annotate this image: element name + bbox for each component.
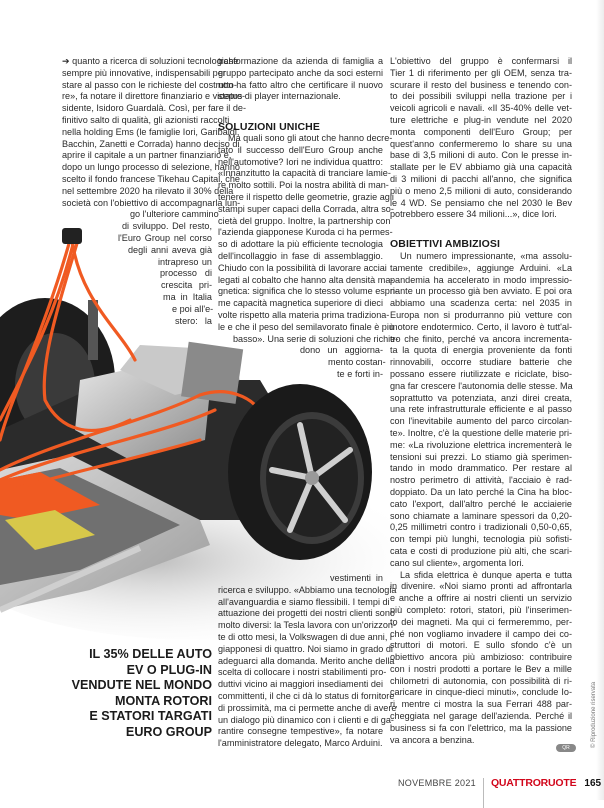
text-line: rantire consegne tempestive», fa notare [218,726,383,737]
text-line: 0,25 millimetri contro i tradizionali 0,50-0,65, [390,522,572,533]
section-heading-soluzioni-uniche: SOLUZIONI UNICHE [218,121,320,133]
text-line: giapponesi di quattro. Noi siamo in grado di [218,643,393,654]
text-line: tro che finito, perché va ancora incrementa- [390,333,572,344]
text-line: te di otto mesi, la Volkswagen di due anni, i [218,631,392,642]
text-line: una rete infrastrutturale efficiente e al passo [390,404,572,415]
text-line: La sfida elettrica è dunque aperta e tutta [400,569,572,580]
text-line: intrapreso un [158,256,212,267]
text-line: chilometri di autonomia, con possibilità di ri- [390,675,572,686]
text-line: basso». Una serie di soluzioni che richie- [233,333,399,344]
text-line: rinnovabili, occorre studiare batterie che [390,357,572,368]
page-number: 165 [584,777,602,789]
text-line: non ha fatto altro che certificare il nuovo [218,79,383,90]
footer-divider [483,778,484,808]
text-line: nell'automotive? Iori ne individua quattro: [218,156,384,167]
text-line: scurare il resto del business e tenendo con- [390,79,572,90]
caption-line: MONTA ROTORI [114,693,212,708]
text-line: finitivo salto di qualità, gli azionisti raccolti [62,114,230,125]
text-line: go l'ulteriore cammino [130,209,219,220]
text-line: ché non vogliamo invadere il campo dei co- [390,628,572,639]
text-line: ➔ quanto a ricerca di soluzioni tecnologiche [62,56,239,66]
column-3-top-text [390,56,572,221]
text-line: status di player internazionale. [218,91,341,102]
text-line: te». Inoltre, c'è la questione delle materie pri- [390,427,572,438]
text-line: L'obiettivo del gruppo è confermarsi il [390,56,572,66]
text-line: dopo un lungo processo di selezione, hanno [62,162,240,173]
text-line: doppiato. Da un lato perché la Cina ha bloc- [390,486,572,497]
text-line: ri, mentre ci mostra la sua Ferrari 488 par- [390,699,572,710]
text-line: con l'inevitabile aumento del parco circolan- [390,416,572,427]
text-line: tato il successo dell'Euro Group anche [218,144,383,155]
text-line: pandemia ha accelerato in modo impressio- [390,274,572,285]
text-line: trasformazione da azienda di famiglia a [218,56,383,66]
text-line: ma in Italia [163,291,212,302]
text-line: cano sul cliente», argomenta Iori. [390,557,524,568]
text-line: stampi super capaci della Corrada, altra so- [218,203,394,214]
text-line: le e che il peso del semilavorato finale è più [218,321,394,332]
text-line: vestimenti in [330,573,383,583]
text-line: me: «La rivoluzione elettrica incrementerà le [390,439,572,450]
text-line: committenti, il che ci dà lo status di fornitore [218,690,395,701]
text-line: Europa non si produrranno più vetture con [390,309,572,320]
text-line: di 3 milioni di pacchi all'anno, che significa [390,173,572,184]
text-line: degli anni aveva già [128,244,212,255]
text-line: to dei magneti. Ma qui ci fermeremmo, per- [390,616,572,627]
column-2-top-text [218,56,383,103]
text-line: e anche a offrire ai nostri clienti un servizio [390,593,572,604]
column-1-text [62,56,246,327]
magazine-logo: QUATTRORUOTE [490,777,577,789]
text-line: monta componenti dell'Euro Group; per [390,126,572,137]
text-line: all'avanguardia e siamo flessibili. I tempi di [218,596,390,607]
text-line: caricare in cinque-dieci minuti», conclude Io- [390,687,572,698]
text-line: base di 3,5 milioni di auto. Con le presse in- [390,150,572,161]
column-3-bottom-text [390,251,572,746]
text-line: sempre più innovative, indispensabili per [62,67,226,78]
issue-date: NOVEMBRE 2021 [398,778,476,788]
text-line: tando in modo drammatico. Per restare al [390,463,572,474]
text-line: cheggiata nel garage dell'azienda. Perché il [390,711,572,722]
text-line: volte rispetto alla materia prima tradiziona- [218,309,390,320]
text-line: tenere il rispetto delle geometrie, grazie agli [218,191,394,202]
text-line: struttori di motori. E sullo sfondo c'è un [390,640,572,651]
text-line: re molto sottili. Poi la nostra abilità di man- [218,180,389,191]
text-line: di sviluppo. Del resto, [122,221,212,232]
column-2-middle-text [218,133,399,381]
text-line: con tempi più lunghi, tecnologia più sofisti- [390,534,572,545]
page-footer [398,768,601,798]
text-line: ta la quota di energia proveniente da fonti [390,345,572,356]
text-line: e poi all'e- [172,303,214,314]
page-fold-shadow [596,0,604,800]
pull-quote-caption [12,647,212,741]
caption-line: E STATORI TARGATI [89,709,212,724]
text-line: duttivi vicino ai maggiori insediamenti dei [218,679,383,690]
text-line: attuazione dei progetti dei nostri clienti sono [218,608,395,619]
text-line: te e forti in- [337,368,383,379]
text-line: soprattutto va potenziata, anzi direi creata, [390,392,572,403]
caption-line: VENDUTE NEL MONDO [71,678,212,693]
section-heading-obiettivi-ambiziosi: OBIETTIVI AMBIZIOSI [390,238,501,250]
text-line: processo di [160,268,212,279]
text-line: società con l'obiettivo di accompagnarla lun- [62,197,241,208]
text-line: adeguarci alla domanda. Merito anche della [218,655,395,666]
text-line: ricerca e sviluppo. «Abbiamo una tecnologia [218,584,397,595]
text-line: abbiamo una scadenza certa: nel 2035 in [390,298,572,309]
text-line: gruppo partecipato anche da soci esterni [218,67,383,78]
column-2-bottom-text [218,573,397,750]
caption-line: EURO GROUP [125,724,212,739]
text-line: con i nostri prodotti a portare le Bev a mille [390,663,572,674]
text-line: nel settembre 2020 ha rilevato il 30% della [62,185,234,196]
text-line: gnetica: significa che lo stesso volume espri- [218,286,398,297]
text-line: obiettivo ancora più ambizioso: contribuire [390,652,572,663]
text-line: stero: la [175,315,212,326]
text-line: molto diversi: la Tesla lavora con un'orizzon- [218,620,396,631]
text-line: in divenire. «Noi siamo pronti ad affrontarla [390,581,572,592]
caption-line: EV O PLUG-IN [126,662,212,677]
text-line: crescita pri- [161,280,212,291]
text-line: so di adottare la più efficiente tecnologia [218,239,383,250]
text-line: stallate per le EV abbiamo già una capacità [390,162,572,173]
text-line: ture elettriche e plug-in vendute nel 2020 [390,114,572,125]
text-line: dono un aggiorna- [300,345,383,356]
text-line: possano essere riutilizzate e riciclate, biso- [390,368,572,379]
text-line: Bacchin, Zanetti e Corrada) hanno deciso di [62,138,240,149]
text-line: legati al cobalto che hanno alta densità ma- [218,274,394,285]
text-line: sidente, Isidoro Guardalà. Così, per fare il de- [62,103,246,114]
text-line: to dei possibili sviluppi nella trazione per i [390,91,572,102]
text-line: nostro perimetro di attività, l'acciaio è rad- [390,475,572,486]
text-line: cato l'export, dall'altro perché le acciaierie [390,498,572,509]
text-line: motore endotermico. Certo, il lavoro è tutt'al- [390,321,572,332]
text-line: «Innanzitutto la capacità di tranciare lamie- [218,168,391,179]
text-line: sono chiamate a laminare spessori da 0,20- [390,510,572,521]
text-line: nella holding Ems (le famiglie Iori, Garibaldi, [62,126,240,137]
text-line: potrebbero essere 34 milioni...», dice Iori. [390,209,557,220]
caption-line: IL 35% DELLE AUTO [89,647,212,661]
text-line: Tier 1 di riferimento per gli OEM, senza tra- [390,67,572,78]
text-line: scelto il fondo francese Tikehau Capital, che [62,173,240,184]
text-line: Ma quali sono gli atout che hanno decre- [228,133,393,143]
copyright-note: © Riproduzione riservata [591,681,597,748]
text-line: scelta di collocare i nostri stabilimenti pro- [218,667,387,678]
text-line: più o meno 2,5 milioni di auto, considerando [390,185,572,196]
text-line: un dialogo più dinamico con i clienti e di ga- [218,714,394,725]
text-line: cietà del gruppo. Inoltre, la partnership con [218,215,391,226]
text-line: dell'incollaggio in fase di assemblaggio. [218,250,383,261]
text-line: business si fa con l'elettrico, ma la passione [390,722,572,733]
text-line: tensioni sui prezzi. Lo stiamo già sperimen- [390,451,572,462]
text-line: l'Euro Group nel corso [118,232,212,243]
text-line: va ancora a benzina. [390,734,475,745]
text-line: l'amministratore delegato, Marco Arduini. [218,738,383,749]
text-line: Chiudo con la possibilità di lavorare acciai [218,262,387,273]
text-line: tamente credibile», aggiunge Arduini. «La [390,262,572,273]
text-line: me capacità magnetica superiore di dieci [218,298,383,309]
text-line: Un numero impressionante, «ma assolu- [400,251,572,261]
text-line: più completo: rotori, statori, più l'inserimen- [390,604,572,615]
text-line: gna far crescere l'autonomia delle stesse. Ma [390,380,573,391]
text-line: nante un processo già ben avviato. E poi ora [390,286,572,297]
text-line: le 4 WD. Se pensiamo che nel 2030 le Bev [390,197,572,208]
text-line: mento costan- [328,357,386,368]
article-end-mark: QR [556,744,576,752]
text-line: l'azienda giapponese Kuroda ci ha permes- [218,227,393,238]
text-line: re», fa notare il direttore finanziario e vicepre- [62,91,245,102]
text-line: cata e costi di produzione più alti, che scari- [390,545,572,556]
text-line: veicoli agricoli e navali. «Il 35-40% delle vet- [390,103,572,114]
text-line: stare al passo con le richieste del costrutto- [62,79,237,90]
text-line: di prossimità, ma ci permette anche di avere [218,702,397,713]
text-line: quest'anno confermeremo lo share su una [390,138,572,149]
text-line: aprire il capitale a un partner finanziario e, [62,150,232,161]
